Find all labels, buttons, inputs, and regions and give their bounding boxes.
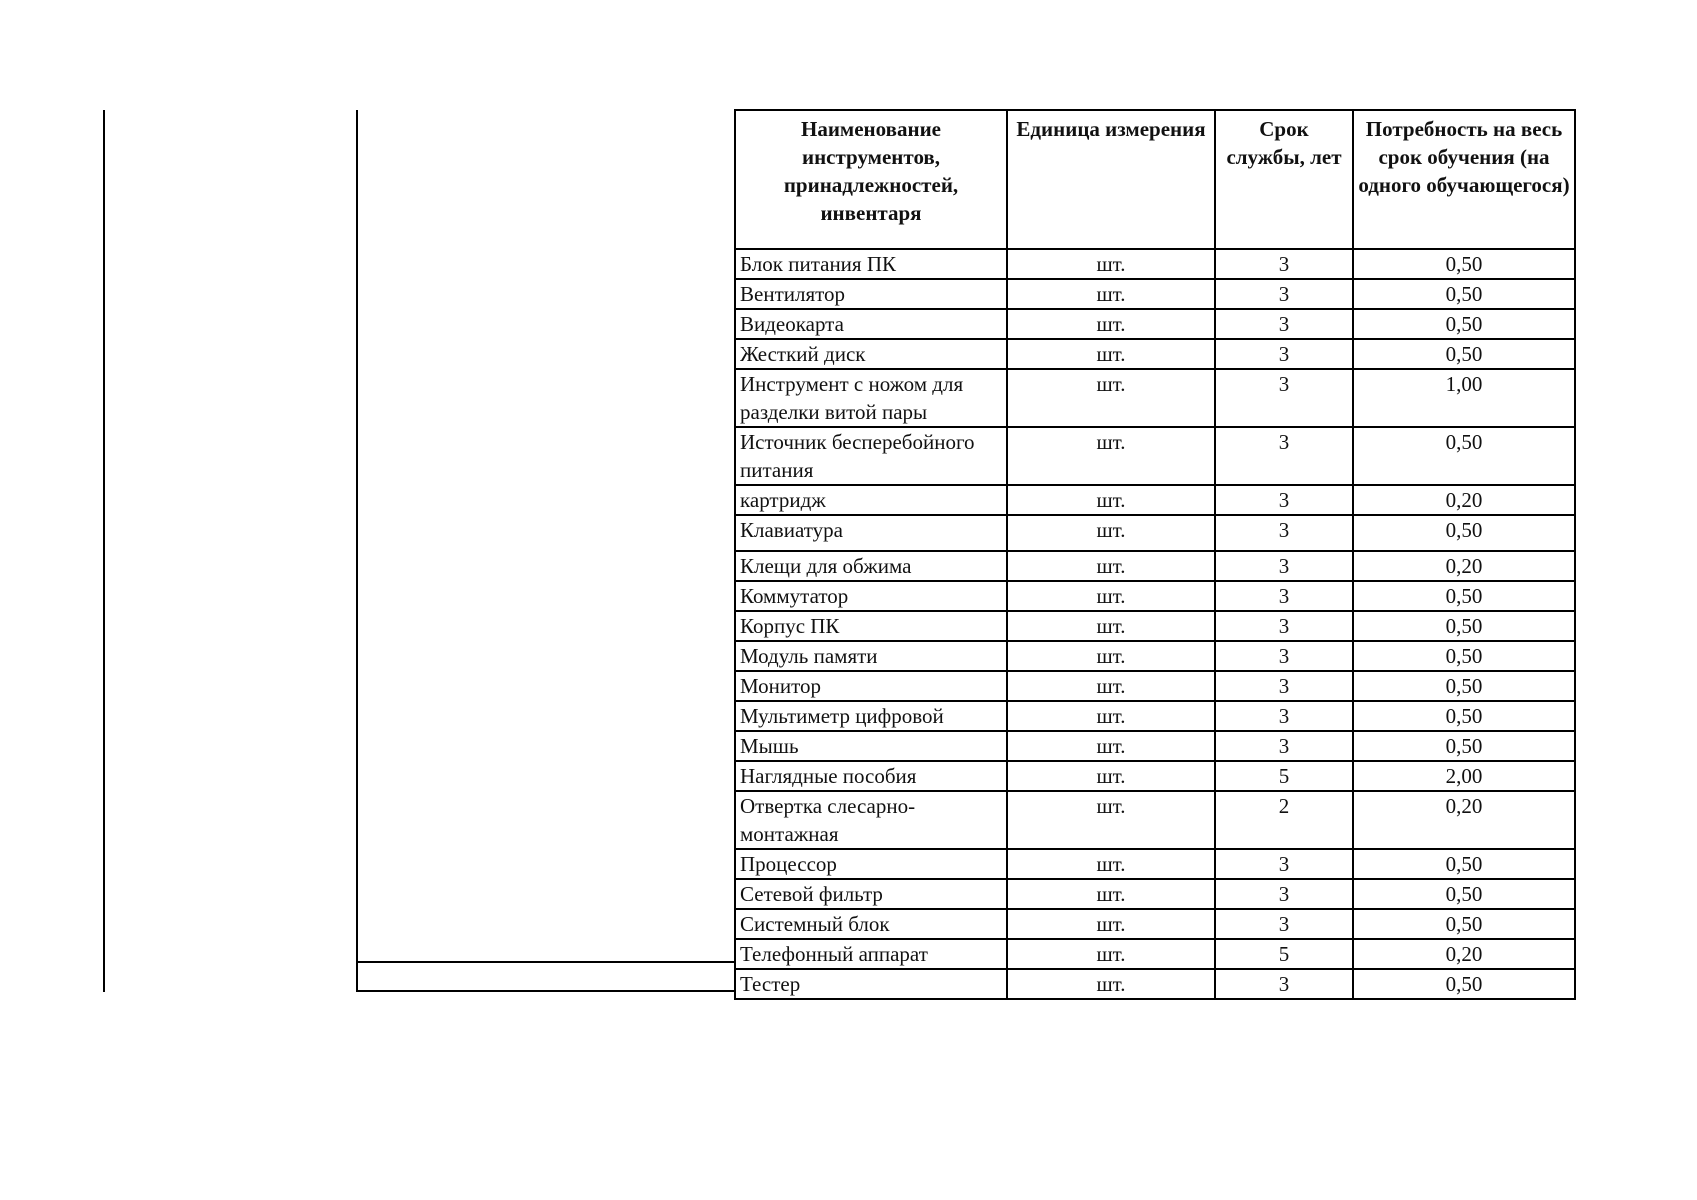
item-need: 0,50 [1353,731,1575,761]
item-unit: шт. [1007,279,1215,309]
item-service-life: 3 [1215,849,1353,879]
item-name: Процессор [735,849,1007,879]
header-service-life: Срок службы, лет [1215,110,1353,249]
bottom-row-bottom-line [356,990,736,992]
item-service-life: 3 [1215,731,1353,761]
item-name: картридж [735,485,1007,515]
item-unit: шт. [1007,581,1215,611]
table-row [735,879,1575,909]
item-unit: шт. [1007,249,1215,279]
table-body [735,249,1575,999]
header-need: Потребность на весь срок обучения (на одного обучающегося) [1353,110,1575,249]
item-service-life: 3 [1215,249,1353,279]
table-row [735,611,1575,641]
item-need: 0,50 [1353,279,1575,309]
left-border-line [103,110,105,992]
item-name: Тестер [735,969,1007,999]
item-need: 0,20 [1353,939,1575,969]
table-row [735,551,1575,581]
item-unit: шт. [1007,427,1215,485]
item-name: Мультиметр цифровой [735,701,1007,731]
item-unit: шт. [1007,939,1215,969]
item-name: Блок питания ПК [735,249,1007,279]
item-name: Модуль памяти [735,641,1007,671]
item-service-life: 3 [1215,339,1353,369]
item-unit: шт. [1007,849,1215,879]
item-unit: шт. [1007,909,1215,939]
item-name: Монитор [735,671,1007,701]
item-unit: шт. [1007,641,1215,671]
item-name: Телефонный аппарат [735,939,1007,969]
table-row [735,791,1575,849]
item-unit: шт. [1007,671,1215,701]
item-unit: шт. [1007,369,1215,427]
item-need: 0,50 [1353,515,1575,551]
table-row [735,761,1575,791]
item-service-life: 3 [1215,909,1353,939]
table-row [735,249,1575,279]
item-name: Сетевой фильтр [735,879,1007,909]
item-name: Клещи для обжима [735,551,1007,581]
item-service-life: 3 [1215,581,1353,611]
item-name: Корпус ПК [735,611,1007,641]
item-name: Мышь [735,731,1007,761]
item-unit: шт. [1007,701,1215,731]
table-row [735,427,1575,485]
item-unit: шт. [1007,485,1215,515]
item-service-life: 3 [1215,485,1353,515]
table-row [735,731,1575,761]
item-service-life: 3 [1215,427,1353,485]
item-name: Инструмент с ножом для разделки витой пары [735,369,1007,427]
item-name: Отвертка слесарно-монтажная [735,791,1007,849]
table-row [735,671,1575,701]
table-row [735,279,1575,309]
item-name: Системный блок [735,909,1007,939]
item-service-life: 3 [1215,309,1353,339]
header-name: Наименование инструментов, принадлежностей, инвентаря [735,110,1007,249]
item-service-life: 3 [1215,551,1353,581]
item-need: 0,50 [1353,339,1575,369]
table-row [735,969,1575,999]
item-service-life: 5 [1215,939,1353,969]
item-service-life: 3 [1215,515,1353,551]
item-service-life: 5 [1215,761,1353,791]
item-service-life: 3 [1215,369,1353,427]
item-need: 0,50 [1353,249,1575,279]
table-row [735,339,1575,369]
table-row [735,581,1575,611]
item-need: 0,50 [1353,641,1575,671]
item-need: 0,50 [1353,611,1575,641]
item-need: 0,50 [1353,701,1575,731]
item-need: 0,50 [1353,969,1575,999]
item-need: 0,50 [1353,879,1575,909]
table-row [735,641,1575,671]
item-need: 0,20 [1353,791,1575,849]
item-name: Жесткий диск [735,339,1007,369]
item-need: 0,50 [1353,671,1575,701]
table-row [735,515,1575,551]
item-service-life: 3 [1215,969,1353,999]
table-row [735,849,1575,879]
table-row [735,939,1575,969]
item-name: Вентилятор [735,279,1007,309]
item-need: 2,00 [1353,761,1575,791]
item-name: Видеокарта [735,309,1007,339]
item-unit: шт. [1007,611,1215,641]
item-unit: шт. [1007,309,1215,339]
table-row [735,369,1575,427]
header-unit: Единица измерения [1007,110,1215,249]
item-name: Клавиатура [735,515,1007,551]
item-unit: шт. [1007,339,1215,369]
bottom-row-top-line [356,961,736,963]
middle-border-line [356,110,358,992]
item-service-life: 3 [1215,701,1353,731]
item-need: 0,50 [1353,309,1575,339]
item-unit: шт. [1007,731,1215,761]
equipment-table [734,109,1576,1000]
table-row [735,909,1575,939]
item-need: 1,00 [1353,369,1575,427]
item-service-life: 3 [1215,279,1353,309]
item-service-life: 3 [1215,611,1353,641]
table-row [735,701,1575,731]
item-service-life: 3 [1215,671,1353,701]
item-name: Источник бесперебойного питания [735,427,1007,485]
table-row [735,309,1575,339]
table-header-row [735,110,1575,249]
item-need: 0,50 [1353,909,1575,939]
item-name: Наглядные пособия [735,761,1007,791]
item-need: 0,50 [1353,849,1575,879]
item-unit: шт. [1007,791,1215,849]
table-row [735,485,1575,515]
item-name: Коммутатор [735,581,1007,611]
item-unit: шт. [1007,551,1215,581]
item-unit: шт. [1007,879,1215,909]
item-unit: шт. [1007,969,1215,999]
item-need: 0,20 [1353,551,1575,581]
item-unit: шт. [1007,761,1215,791]
item-need: 0,20 [1353,485,1575,515]
item-unit: шт. [1007,515,1215,551]
item-service-life: 3 [1215,641,1353,671]
item-need: 0,50 [1353,427,1575,485]
item-need: 0,50 [1353,581,1575,611]
item-service-life: 2 [1215,791,1353,849]
item-service-life: 3 [1215,879,1353,909]
